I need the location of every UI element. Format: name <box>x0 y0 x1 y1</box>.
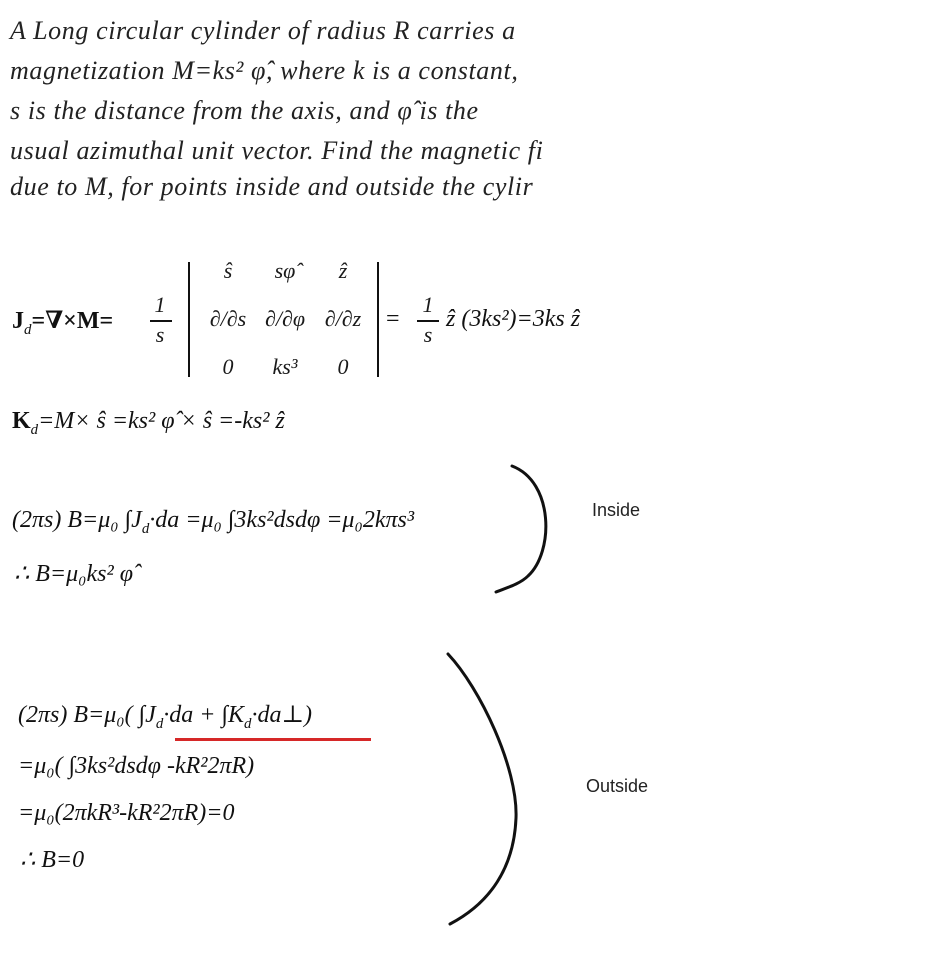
result-equals: = <box>386 306 400 332</box>
outside-line-1-sub2: d <box>244 715 252 732</box>
inside-line-1-sub: d <box>141 520 150 537</box>
outside-line-4: ∴ B=0 <box>20 847 85 873</box>
matrix-d-dz: ∂/∂z <box>324 306 362 331</box>
kd-subscript: d <box>30 421 39 438</box>
problem-line-2: magnetization M=ks² φ̂, where k is a constant, <box>10 56 519 85</box>
kd-expression: =M× ŝ =ks² φ̂ × ŝ =-ks² ẑ <box>38 408 285 434</box>
determinant-left-bar <box>188 262 190 377</box>
outside-line-1-sub: d <box>155 715 164 732</box>
matrix-z-hat: ẑ <box>338 258 348 283</box>
outside-note: Outside <box>586 776 649 796</box>
matrix-s-hat: ŝ <box>223 258 233 283</box>
inside-note: Inside <box>592 500 641 520</box>
problem-line-1: A Long circular cylinder of radius R carries a <box>10 16 516 45</box>
surface-current-equation <box>12 408 285 439</box>
matrix-ks-cubed: ks³ <box>272 354 298 379</box>
inside-line-1 <box>12 507 414 538</box>
outside-line-1 <box>18 700 312 733</box>
outside-line-1-mid: ·da + ∫K <box>163 702 245 728</box>
outside-brace <box>440 648 530 933</box>
inside-line-1-a: (2πs) B=μ₀ ∫J <box>12 507 142 533</box>
kd-symbol: K <box>12 408 31 434</box>
problem-statement <box>0 0 628 215</box>
inside-line-1-b: ·da =μ₀ ∫3ks²dsdφ =μ₀2kπs³ <box>149 507 415 533</box>
jd-subscript: d <box>24 321 32 338</box>
inside-brace <box>488 460 558 600</box>
problem-line-4: usual azimuthal unit vector. Find the magnetic fi <box>10 136 544 165</box>
curl-expression: =∇×M= <box>31 308 114 334</box>
outside-line-3: =μ₀(2πkR³-kR²2πR)=0 <box>18 800 235 826</box>
inside-line-2: ∴ B=μ₀ks² φ̂ <box>14 561 133 587</box>
determinant-right-bar <box>377 262 379 377</box>
outside-line-1-b: ·da⊥) <box>251 702 313 728</box>
matrix-zero-2: 0 <box>337 354 349 379</box>
outside-line-2: =μ₀( ∫3ks²dsdφ -kR²2πR) <box>18 753 255 779</box>
result-numerator: 1 <box>422 292 434 317</box>
matrix-zero-1: 0 <box>222 354 234 379</box>
red-underline <box>175 738 371 741</box>
result-denominator: s <box>423 322 433 347</box>
coef-numerator: 1 <box>154 292 166 317</box>
coef-denominator: s <box>155 322 165 347</box>
matrix-s-phi-hat: sφ̂ <box>274 258 296 283</box>
result-expression: ẑ (3ks²)=3ks ẑ <box>446 306 581 332</box>
jd-lhs <box>12 305 113 339</box>
outside-line-1-a: (2πs) B=μ₀( ∫J <box>18 702 156 728</box>
matrix-d-dphi: ∂/∂φ <box>264 306 306 331</box>
jd-symbol: J <box>12 308 24 334</box>
problem-line-5: due to M, for points inside and outside the cylir <box>10 172 534 201</box>
matrix-d-ds: ∂/∂s <box>209 306 247 331</box>
problem-line-3: s is the distance from the axis, and φ̂ is the <box>10 96 479 125</box>
